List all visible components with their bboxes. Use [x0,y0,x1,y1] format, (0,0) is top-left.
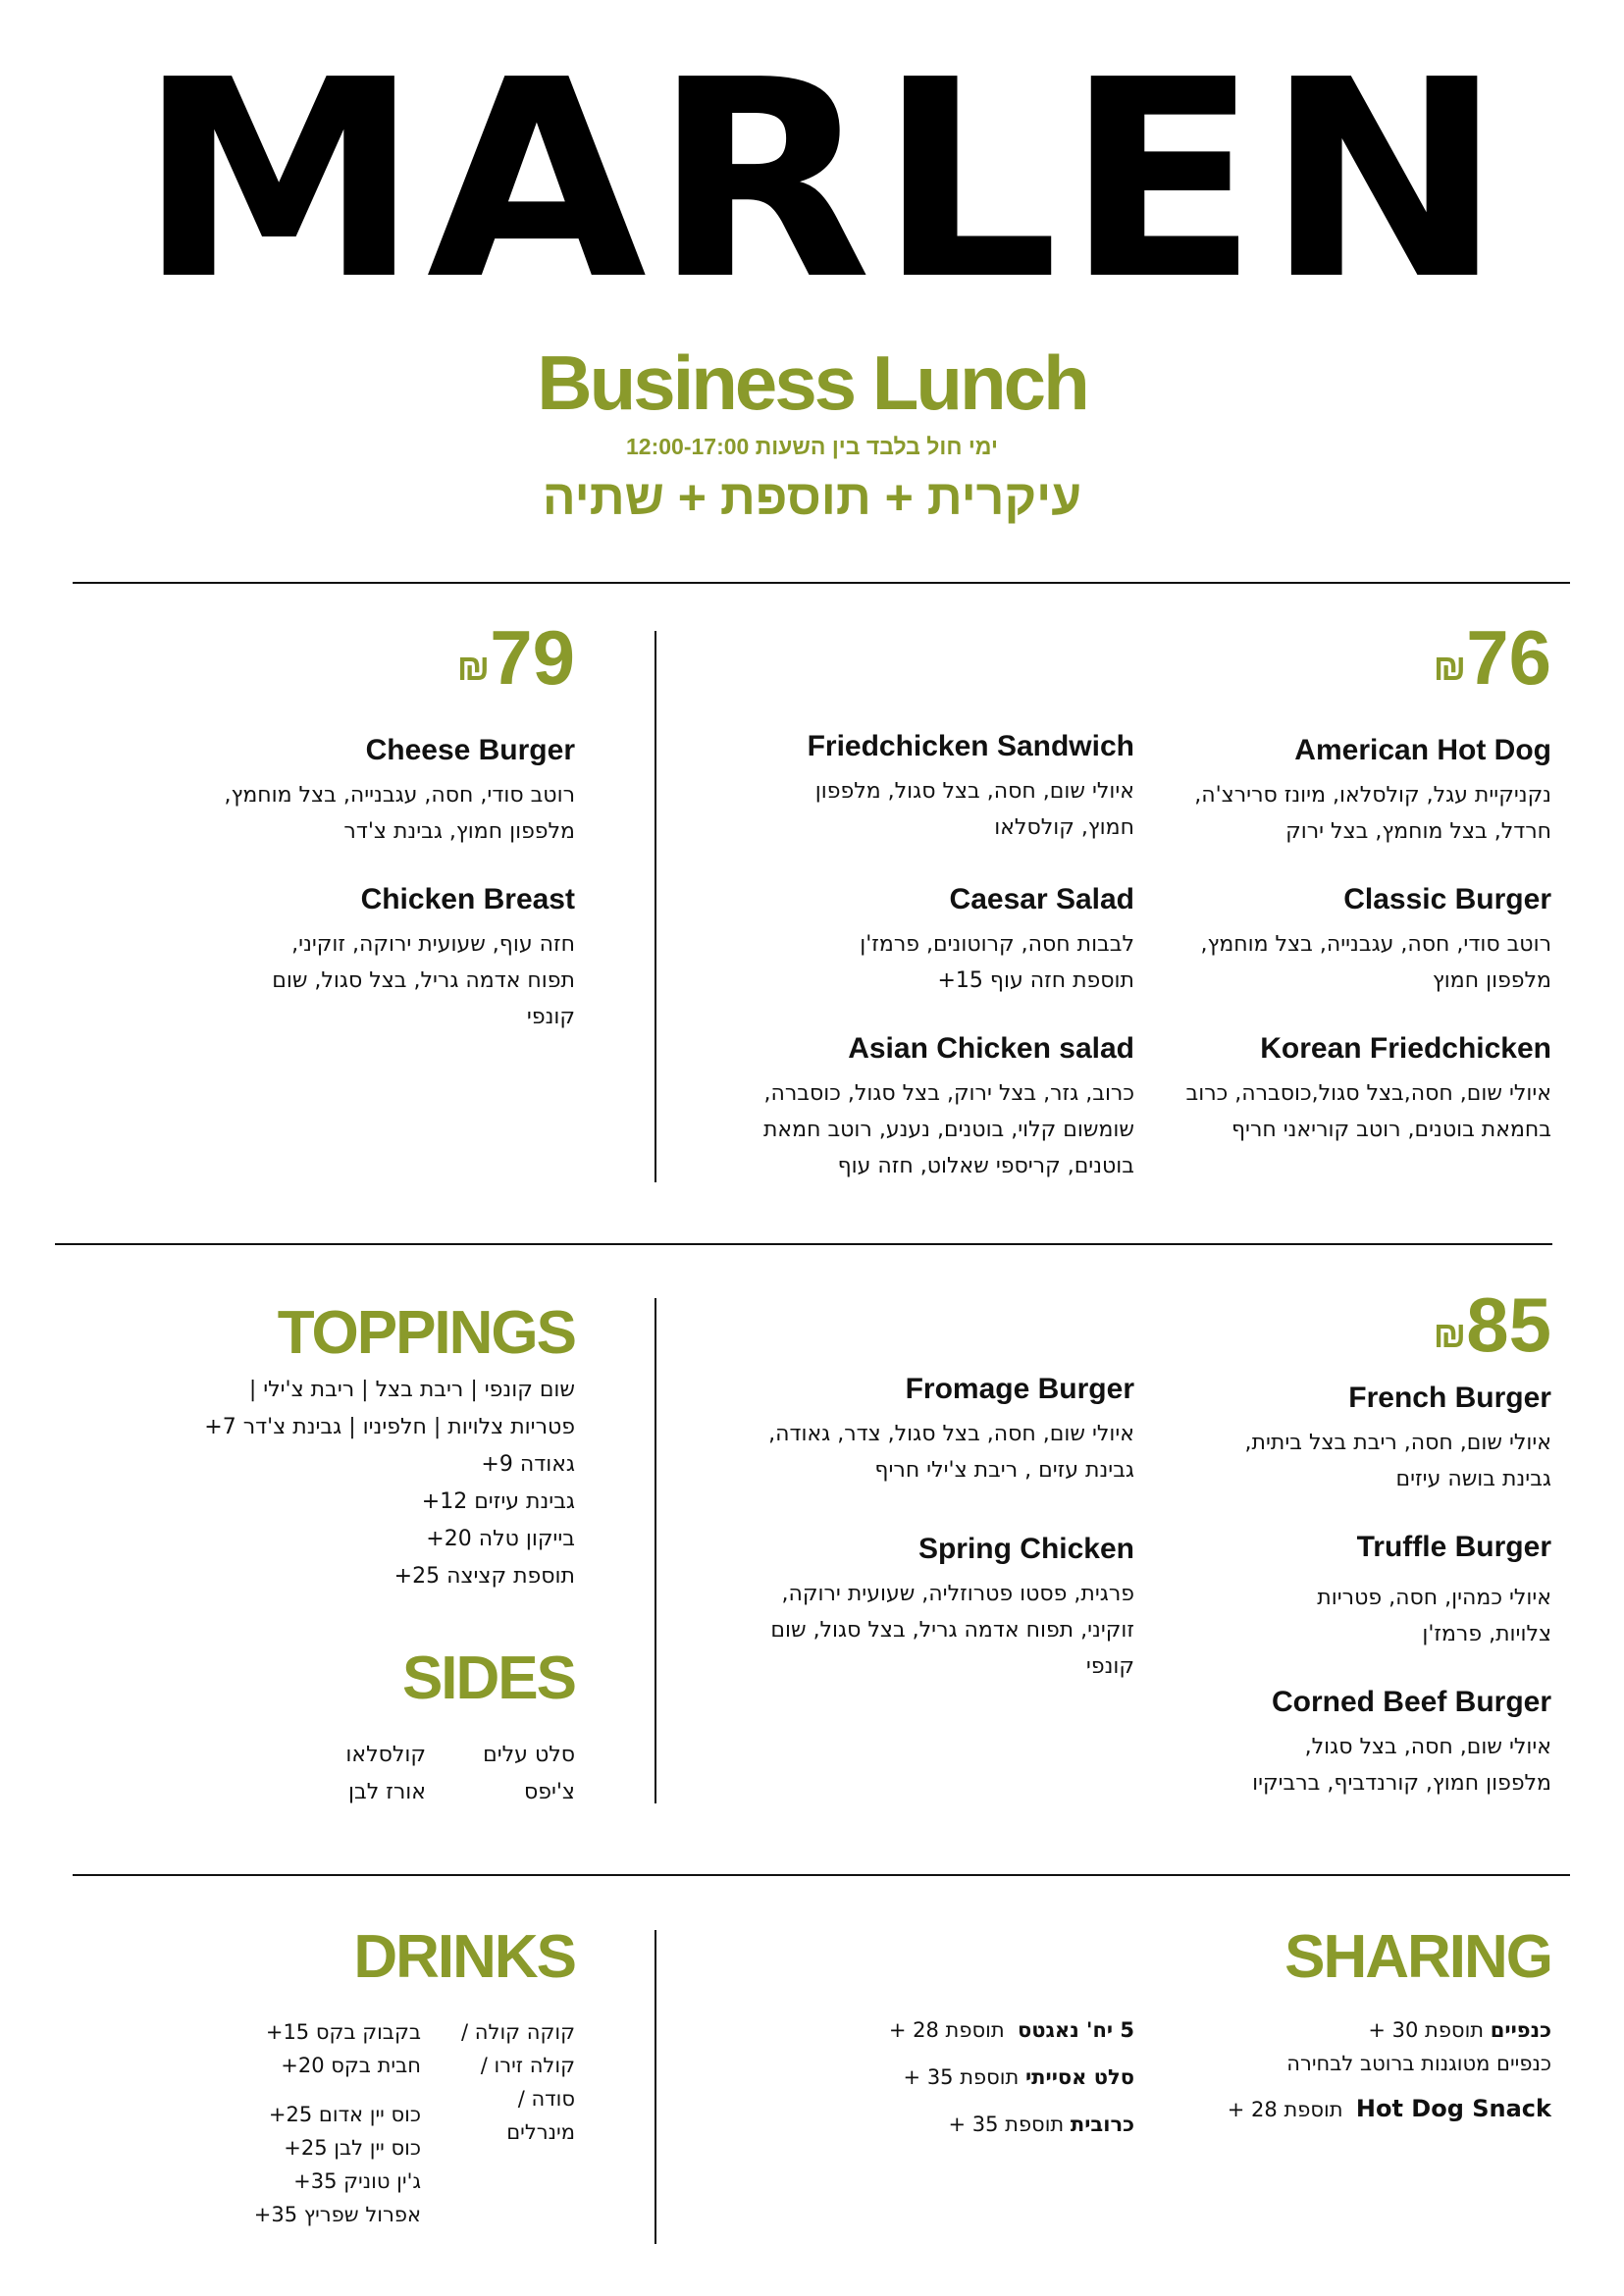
desc-line: גבינת עזים , ריבת צ'ילי חריף [874,1458,1134,1483]
list-item: ג'ין טוניק 35+ [293,2169,421,2193]
list-item: תוספת קציצה 25+ [393,1564,575,1589]
list-item: גבינת עיזים 12+ [421,1489,575,1514]
price-value: 85 [1466,1281,1551,1368]
list-item: אורז לבן [348,1780,426,1804]
desc-line: לבבות חסה, קרוטונים, פרמז'ן [860,932,1134,957]
item-price: תוספת 28 + [1227,2098,1343,2121]
list-item: קוקה קולה / [461,2020,575,2044]
desc-line: איולי שום, חסה, בצל סגול, צדר, גאודה, [768,1422,1134,1446]
dish-title: French Burger [1348,1382,1551,1414]
sides-list-left [288,1737,426,1811]
dish-title: Korean Friedchicken [1260,1032,1551,1065]
dish-caesar-salad [585,881,1134,999]
brand-logo: MARLEN [137,22,1509,340]
item-name: כנפיים [1490,2018,1551,2042]
desc-line: כרוב, גזר, בצל ירוק, בצל סגול, כוסברה, [763,1081,1134,1106]
desc-line: צלויות, פרמז'ן [1422,1622,1551,1646]
desc-line: פרגית, פסטו פטרוזליה, שעועית ירוקה, [781,1582,1134,1606]
list-item: צ'יפס [523,1780,575,1804]
desc-line: מלפפון חמוץ [1432,968,1551,993]
shekel-icon: ₪ [1433,1315,1467,1356]
dish-description [585,1416,1134,1488]
dish-title: Corned Beef Burger [1271,1686,1551,1718]
dish-title: Classic Burger [1343,883,1551,915]
divider-top [73,582,1570,584]
list-item: קולסלאו [345,1743,426,1767]
dish-description [585,773,1134,846]
item-name: כרובית [1070,2113,1134,2136]
dish-chicken-breast [45,881,575,1035]
list-item: אפרול שפריץ 35+ [253,2203,421,2226]
dish-description [585,1075,1134,1184]
item-name: סלט אסייתי [1024,2065,1134,2089]
item-name: 5 יח' נאגטס [1017,2018,1134,2042]
list-item [644,2013,1134,2047]
price-76 [1424,614,1551,707]
sharing-right [1061,2013,1551,2126]
list-item: בקבוק בקס 15+ [265,2020,421,2044]
desc-line: רוטב סודי, חסה, עגבנייה, בצל מוחמץ, [1200,932,1551,957]
list-item: חבית בקס 20+ [281,2054,421,2077]
dish-title: Caesar Salad [949,883,1134,915]
subtitle: Business Lunch [537,339,1087,426]
list-item: גאודה 9+ [481,1452,575,1477]
dish-title: Truffle Burger [1356,1531,1551,1563]
drinks-list-alcohol [244,2015,421,2231]
item-price: תוספת 30 + [1368,2018,1485,2042]
sides-heading: SIDES [401,1644,575,1712]
shekel-icon: ₪ [456,648,491,689]
sharing-heading: SHARING [1284,1923,1551,1991]
dish-corned-beef-burger [963,1684,1551,1801]
list-spacer [244,2082,421,2098]
price-79 [447,614,575,707]
dish-title: Chicken Breast [360,883,575,915]
desc-line: שומשום קלוי, בוטנים, נענע, רוטב חמאת [762,1118,1134,1142]
dish-cheese-burger [45,732,575,850]
dish-friedchicken-sandwich [585,728,1134,846]
item-price: תוספת 35 + [903,2065,1020,2089]
drinks-heading: DRINKS [353,1923,575,1991]
list-item [1061,2092,1551,2126]
desc-line: חמוץ, קולסלאו [994,815,1134,840]
divider-bottom [73,1874,1570,1876]
hours-note: ימי חול בלבד בין השעות 12:00-17:00 [626,434,998,459]
dish-title: Cheese Burger [365,734,575,766]
desc-line: זוקיני, תפוח אדמה גריל, בצל סגול, שום [770,1618,1134,1643]
dish-asian-chicken-salad [585,1030,1134,1184]
desc-line: נקניקיית עגל, קולסלאו, מיונז סרירצ'ה, [1194,783,1551,808]
list-item: קולה זירו / [480,2054,575,2077]
desc-line: קונפי [526,1005,575,1029]
list-item: בייקון טלה 20+ [426,1527,575,1551]
combo-note: עיקרית + תוספת + שתיה [542,470,1082,525]
list-item: שום קונפי | ריבת בצל | ריבת צ'ילי | [248,1378,575,1402]
desc-line: איולי שום, חסה, בצל סגול, [1304,1735,1551,1759]
sharing-left [644,2013,1134,2141]
dish-description [585,1576,1134,1685]
list-item: פטריות צלויות | חלפיניו | גבינת צ'דר 7+ [204,1415,575,1439]
item-price: תוספת 28 + [888,2018,1005,2042]
list-item: כוס יין לבן 25+ [284,2136,421,2160]
desc-line: חזה עוף, שעועית ירוקה, זוקיני, [291,932,575,957]
dish-spring-chicken [585,1531,1134,1685]
dish-title: Friedchicken Sandwich [807,730,1134,762]
desc-line: קונפי [1085,1654,1134,1679]
sides-list-right [457,1737,575,1811]
price-value: 79 [490,614,575,701]
price-value: 76 [1466,614,1551,701]
list-item [644,2108,1134,2141]
desc-line: איולי כמהין, חסה, פטריות [1317,1586,1551,1610]
list-item: כנפיים מטוגנות ברוטב לבחירה [1286,2052,1551,2075]
list-item [644,2061,1134,2094]
dish-title: Asian Chicken salad [848,1032,1134,1065]
item-name: Hot Dog Snack [1355,2095,1551,2122]
desc-line: מלפפון חמוץ, גבינת צ'דר [343,819,575,844]
drinks-list-soft [457,2015,575,2149]
toppings-heading: TOPPINGS [277,1299,575,1367]
dish-title: American Hot Dog [1294,734,1551,766]
desc-line: איולי שום, חסה,בצל סגול,כוסברה, כרוב [1185,1081,1551,1106]
desc-line: איולי שום, חסה, ריבת בצל ביתית, [1244,1431,1551,1455]
list-item: סלט עלים [483,1743,575,1767]
toppings-list [65,1372,575,1595]
item-price: תוספת 35 + [948,2113,1065,2136]
desc-line: חרדל, בצל מוחמץ, בצל ירוק [1285,819,1551,844]
price-85 [1424,1281,1551,1375]
dish-description [45,777,575,850]
dish-fromage-burger [585,1371,1134,1488]
list-item: כוס יין אדום 25+ [268,2103,421,2126]
dish-title: Spring Chicken [917,1533,1134,1565]
list-item: מינרלים [506,2120,575,2144]
desc-line: גבינת בושה עיזים [1395,1467,1551,1491]
dish-description [45,926,575,1035]
shekel-icon: ₪ [1433,648,1467,689]
desc-line: בחמאת בוטנים, רוטב קוריאני חריף [1231,1118,1551,1142]
list-item [1061,2013,1551,2047]
desc-line: בוטנים, קריספי שאלוט, חזה עוף [837,1154,1134,1178]
desc-line: מלפפון חמוץ, קורנדביף, ברביקיו [1252,1771,1551,1796]
list-item: סודה / [517,2087,575,2111]
desc-line: תפוח אדמה גריל, בצל סגול, שום [272,968,575,993]
dish-description [585,926,1134,999]
desc-line: איולי שום, חסה, בצל סגול, מלפפון [814,779,1134,804]
dish-description [963,1729,1551,1801]
divider-middle [55,1243,1552,1245]
desc-line: רוטב סודי, חסה, עגבנייה, בצל מוחמץ, [224,783,575,808]
desc-line: תוספת חזה עוף 15+ [937,968,1134,993]
dish-title: Fromage Burger [905,1373,1134,1405]
